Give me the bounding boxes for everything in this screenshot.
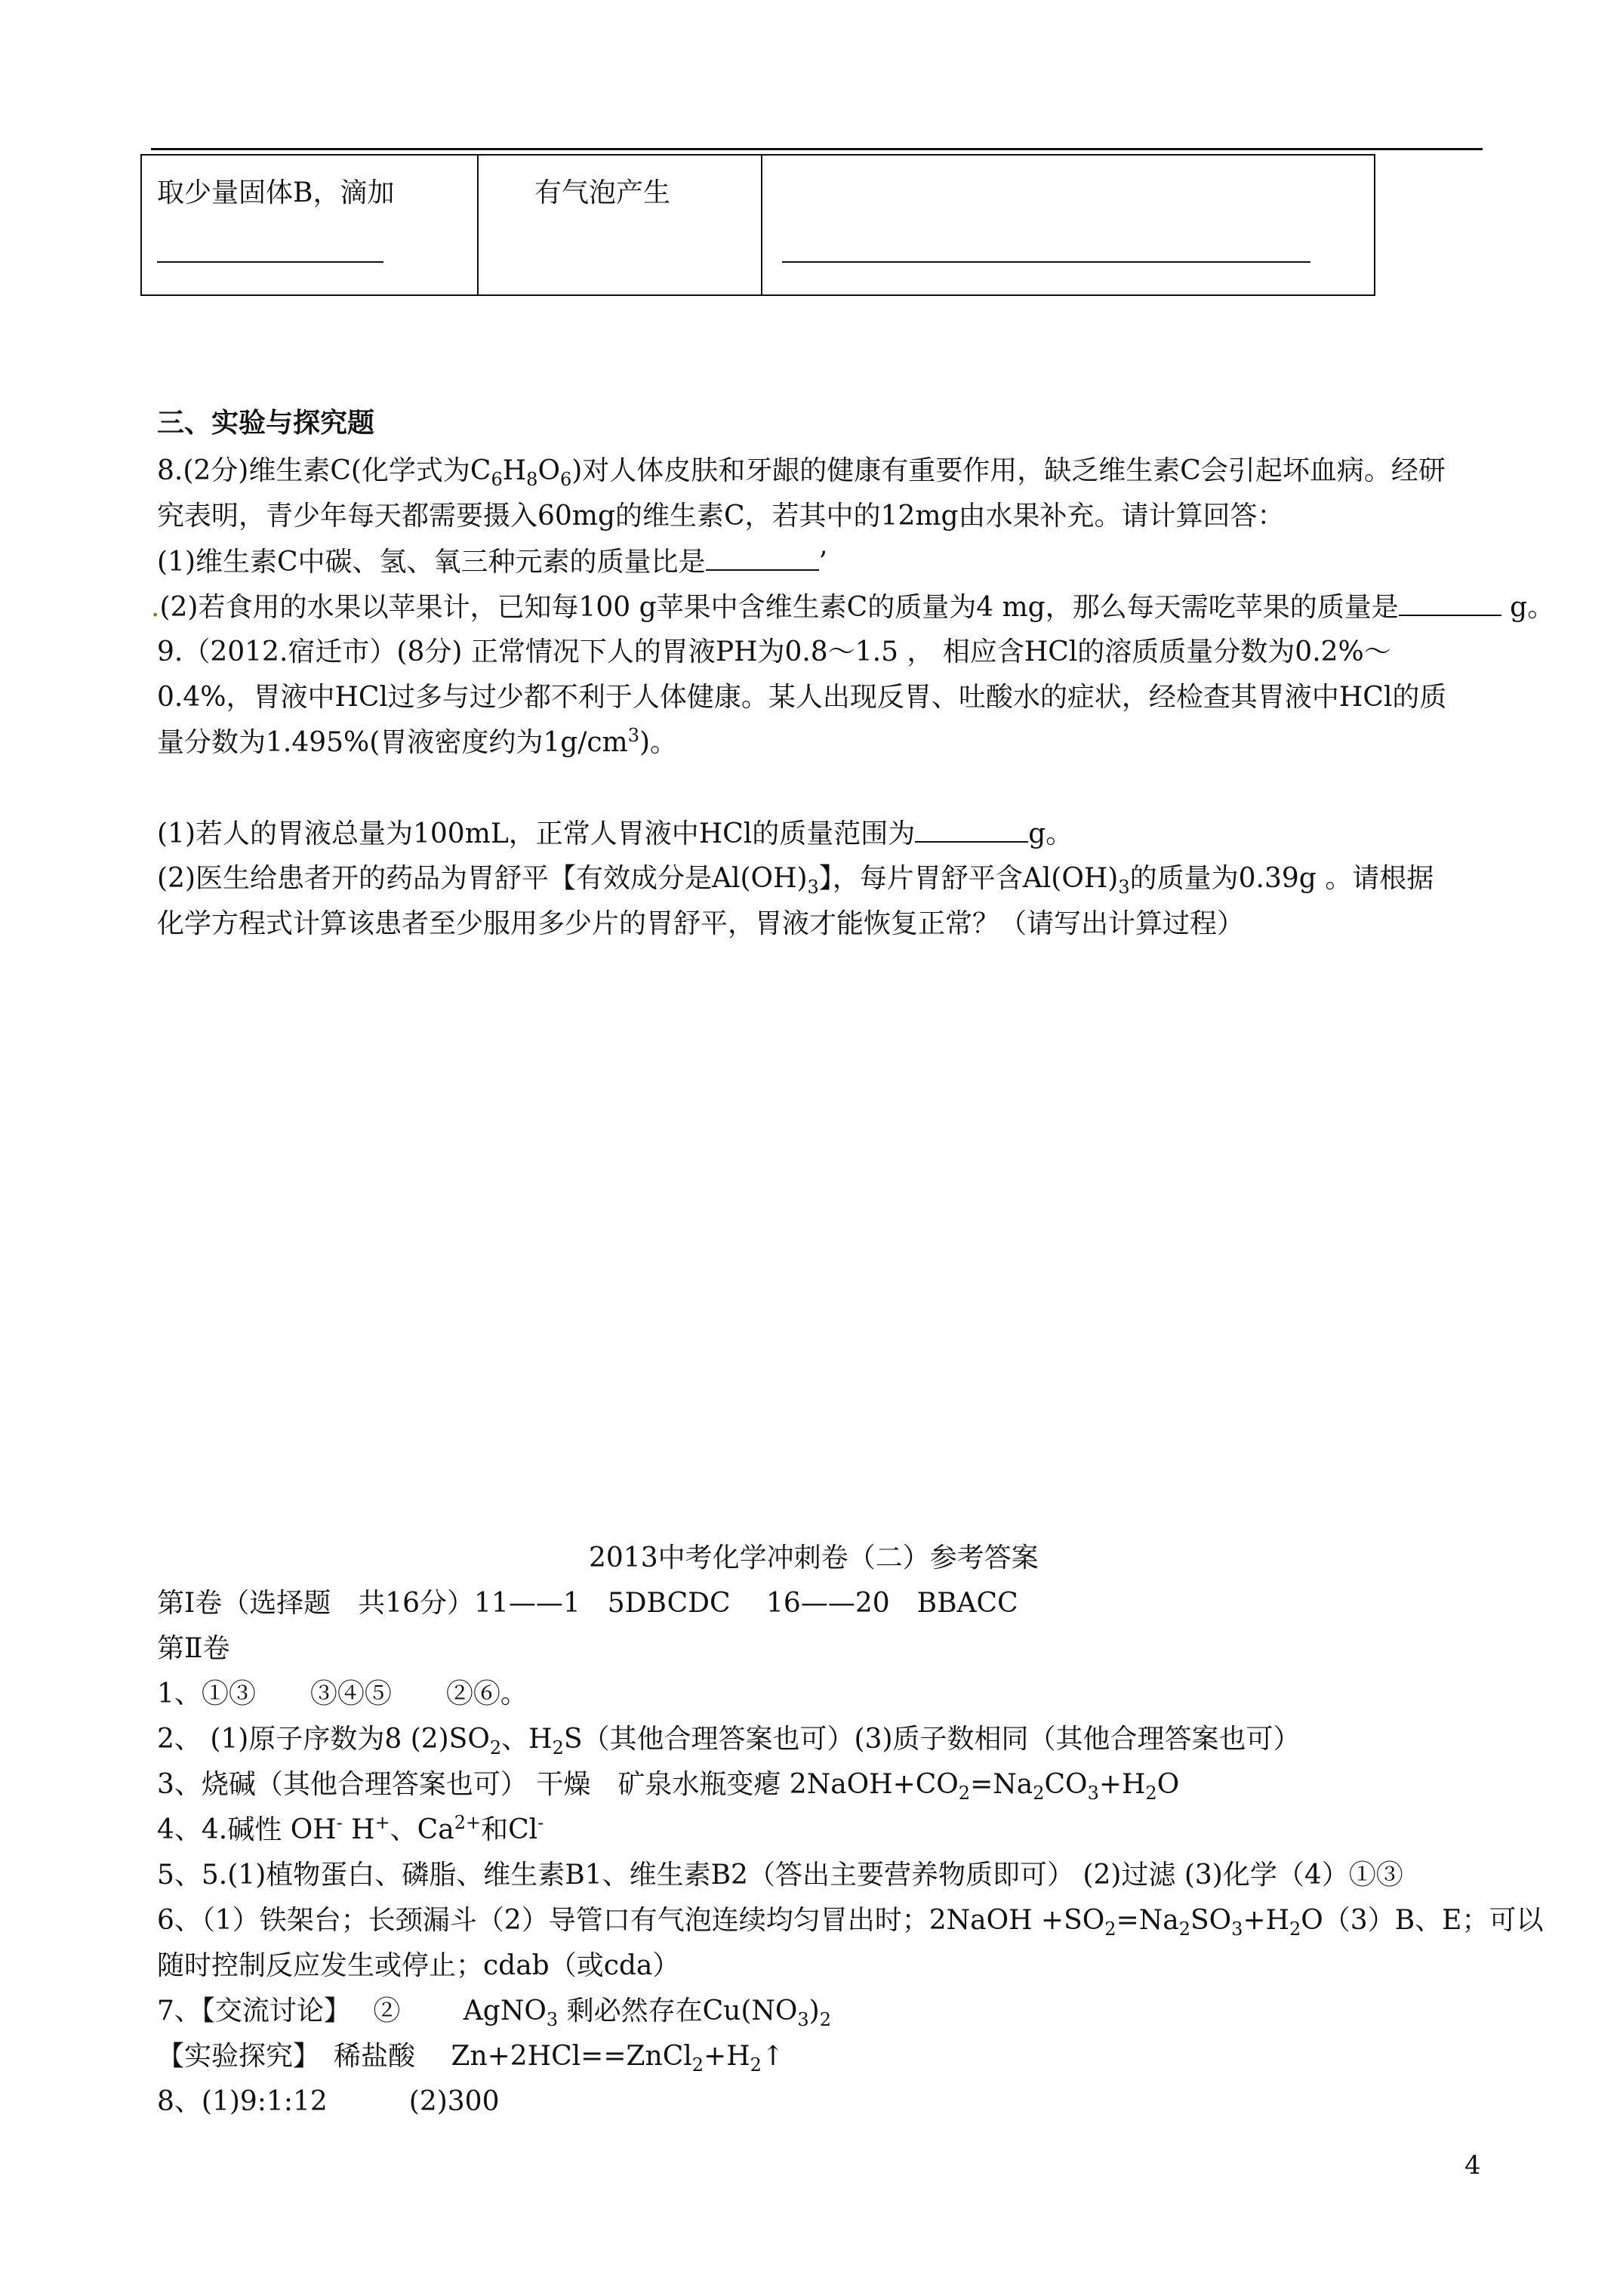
q8-line-1: 8.(2分)维生素C(化学式为$C_6H_8O_6$)对人体皮肤和牙龈的健康有重要作用，缺乏维生素C会引起坏血病。经研 [157, 455, 1446, 491]
experiment-table [140, 154, 1375, 296]
answer-2: 2、 (1)原子序数为8 $(2)SO_2$、$H_2S$（其他合理答案也可）(3)质子数相同（其他合理答案也可） [157, 1724, 1301, 1759]
q8-line-4: .(2)若食用的水果以苹果计，已知每100 g苹果中含维生素C的质量为4 mg，那么每天需吃苹果的质量是 g。 [151, 592, 1555, 623]
table-cell-operation: 取少量固体B，滴加 [157, 177, 395, 208]
q9-line-4: (1)若人的胃液总量为100mL，正常人胃液中HCl的质量范围为 g。 [157, 818, 1073, 849]
table-divider-2 [761, 156, 762, 294]
table-blank-1 [157, 261, 383, 263]
answer-4: 4、4.碱性 OH- H+、$Ca^{2+}$和Cl- [157, 1812, 544, 1845]
page-number: 4 [1464, 2150, 1481, 2180]
header-rule [151, 148, 1483, 150]
answer-5: 5、5.(1)植物蛋白、磷脂、维生素B1、维生素B2（答出主要营养物质即可） (2)过滤 (3)化学（4）①③ [157, 1860, 1403, 1891]
answer-8: 8、(1)9:1:12 (2)300 [157, 2086, 500, 2117]
q8-line-2: 究表明，青少年每天都需要摄入60mg的维生素C，若其中的12mg由水果补充。请计算回答： [157, 501, 1285, 532]
answers-part1: 第I卷（选择题 共16分）11——1 5DBCDC 16——20 BBACC [157, 1588, 1018, 1619]
q9-line-2: 0.4%，胃液中HCl过多与过少都不利于人体健康。某人出现反胃、吐酸水的症状，经检查其胃液中HCl的质 [157, 682, 1447, 713]
answer-7-cont: 【实验探究】 稀盐酸 $Zn+2HCl==ZnCl_2+H_2↑$ [157, 2041, 785, 2076]
table-cell-phenomenon: 有气泡产生 [534, 177, 671, 208]
answer-1: 1、①③ ③④⑤ ②⑥。 [157, 1678, 528, 1709]
answers-title: 2013中考化学冲刺卷（二）参考答案 [589, 1542, 1039, 1573]
q8-answer-blank-2 [1399, 590, 1501, 616]
table-blank-2 [782, 261, 1310, 263]
q8-line-3: (1)维生素C中碳、氢、氧三种元素的质量比是 ’ [157, 547, 827, 578]
answer-7: 7、【交流讨论】 ② AgNO$_3$ 剩必然存在$Cu(NO_3)_2$ [157, 1996, 831, 2031]
table-divider-1 [477, 156, 479, 294]
q9-line-1: 9.（2012.宿迁市）(8分) 正常情况下人的胃液PH为0.8～1.5 ， 相应含HCl的溶质质量分数为0.2%～ [157, 636, 1391, 667]
q9-line-6: 化学方程式计算该患者至少服用多少片的胃舒平，胃液才能恢复正常？（请写出计算过程） [157, 908, 1245, 939]
answer-6-cont: 随时控制反应发生或停止；cdab（或cda） [157, 1950, 680, 1981]
answer-6: 6、（1）铁架台；长颈漏斗（2）导管口有气泡连续均匀冒出时；2NaOH $+SO_2=Na_2SO_3+H_2O(3)B$、E；可以 [157, 1905, 1544, 1940]
section-heading: 三、实验与探究题 [157, 407, 375, 439]
q9-line-5: (2)医生给患者开的药品为胃舒平【有效成分是$Al(OH)_3$】，每片胃舒平含$Al(OH)_3$的质量为0.39g 。请根据 [157, 863, 1434, 898]
q9-answer-blank [915, 817, 1028, 843]
q8-answer-blank-1 [706, 545, 819, 571]
answers-part2-heading: 第Ⅱ卷 [157, 1633, 230, 1664]
answer-3: 3、烧碱（其他合理答案也可） 干燥 矿泉水瓶变瘪 $2NaOH+CO_2=Na_2CO_3+H_2O$ [157, 1769, 1180, 1804]
q9-line-3: 量分数为1.495%(胃液密度约为$1g/cm^3$)。 [157, 725, 678, 758]
